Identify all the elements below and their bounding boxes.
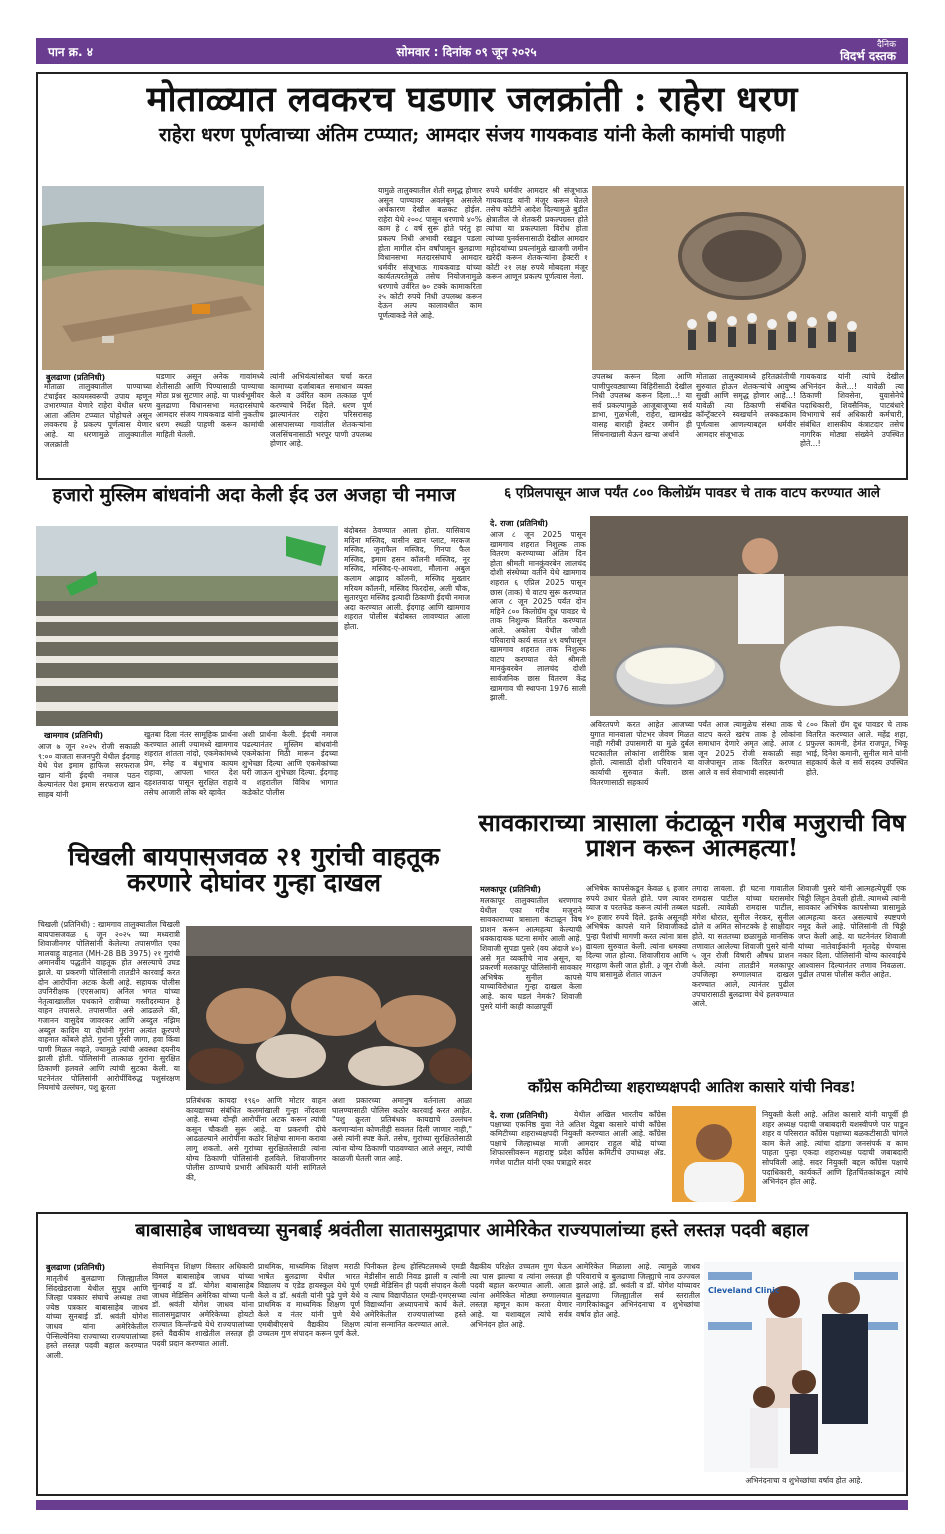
article-byline: खामगाव (प्रतिनिधी): [44, 731, 104, 740]
article-subhead: राहेरा धरण पूर्णत्वाच्या अंतिम टप्प्यात; आमदार संजय गायकवाड यांनी केली कामांची पाहणी: [159, 124, 785, 146]
article-headline: ६ एप्रिलपासून आज पर्यंत ८०० किलोग्रॅम पावडर चे ताक वाटप करण्यात आले: [504, 485, 880, 501]
article-congress: [476, 1080, 908, 1204]
article-column-2: नियुक्ती केली आहे. अतिश कासारे यांनी यापूर्वी ही शहर अध्यक्ष पदाची जबाबदारी यशस्वीपणे पार पाडून शहर व परिसरात काँग्रेस पक्षाच्या बळकटीसाठी चांगले काम केले आहे. त्यांचा दांडगा जनसंपर्क व काम पाहता पुन्हा एकदा शहराध्यक्ष पदाची जबाबदारी सोपविली आहे. सदर नियुक्ती बद्दल काँग्रेस पक्षाचे पदाधिकारी, कार्यकर्ते आणि हितचिंतकांकडून त्यांचे अभिनंदन होत आहे.: [762, 1110, 908, 1187]
article-column-1: आज ७ जून २०२५ रोजी सकाळी ९:०० वाजता सजनपुरी येथील ईदगाह येथे पेश इमाम हाफिज सरफराज खान यांनी ईदची नमाज पठन केल्यानंतर पेश इमाम सरफराज खान साहब यांनी: [38, 742, 140, 799]
article-column-3: त्यांनी अभियंत्यांसोबत चर्चा करत कामाच्या दर्जाबाबत समाधान व्यक्त केले व उर्वरित काम तत्काळ पूर्ण करण्याचे निर्देश दिले. धरण पूर्ण झाल्यानंतर राहेरा परिसरासह आसपासच्या गावांतील शेतकऱ्यांना जलसिंचनासाठी भरपूर पाणी उपलब्ध होणार आहे.: [270, 372, 372, 449]
article-column-6: आमेरिकेत मिळाला आहे. त्यामुळे जाधव परिवाराचे व बुलढाणा जिल्ह्याचे नाव उज्ज्वल झाले आहे. डॉ. श्रवंती व डॉ. योगेश यांच्यावर बुलढाणा जिल्ह्यातील सर्व स्तरातील नागरिकांकडून अभिनंदनाचा व शुभेच्छांचा वर्षाव होत आहे.: [576, 1262, 700, 1319]
article-column-3: अशा प्रकारच्या अमानुष वर्तनाला आळा घालण्यासाठी पोलिस कठोर कारवाई करत आहेत. "पशु क्रूरता प्रतिबंधक कायद्याचे उल्लंघन करणाऱ्यांना कोणतीही सवलत दिली जाणार नाही," असे त्यांनी स्पष्ट केले. तसेच, गुरांच्या सुरक्षिततेसाठी त्यांना योग्य ठिकाणी पाठवण्यात आले असून, त्यांची काळजी घेतली जात आहे.: [332, 1096, 472, 1163]
article-moneylender: [476, 808, 908, 1078]
article-column-8: गायकवाड यांनी त्यांचे देखील अभिनंदन केले...! यावेळी त्या ठिकाणी शिवसेना, युवासेनेचे पदाधिकारी, शिवसैनिक, पाटबंधारे विभागाचे सर्व अधिकारी कर्मचारी, संबंधित शासकीय कंत्राटदार तसेच नागरिक मोठ्या संख्येने उपस्थित होते...!: [800, 372, 904, 449]
article-column-6: उपलब्ध करून दिला आणि पाणीपुरवठ्याच्या विहिरीसाठी देखील निधी उपलब्ध करून दिला...! या सर्व प्रकल्पामुळे आजूबाजूच्या सर्व डाभा, गुळभेली, राहेरा, खामखेड वासह बाराही हेक्टर जमीन ही सिंचनाखाली येऊन खऱ्या अर्थाने: [592, 372, 692, 439]
article-eid-prayer: [36, 484, 472, 824]
article-headline: चिखली बायपासजवळ २१ गुरांची वाहतूक करणारे दोघांवर गुन्हा दाखल: [68, 842, 440, 898]
article-column-2: खुतबा दिला नंतर सामूहिक प्रार्थना करण्यात आली ज्यामध्ये खामगाव शहरात शांतता नांदो, एकमेकांमध्ये प्रेम, स्नेह व बंधुभाव कायम राहावा, आपला भारत देश दहशतवादा पासून सुरक्षित राहावे तसेच आजारी लोक बरे व्हावेत: [144, 730, 238, 797]
family-photo: [704, 1262, 904, 1472]
article-column-intro: आज ८ जून 2025 पासून खामगाव शहरात निशुल्क ताक वितरण करण्याच्या अंतिम दिन होता श्रीमती मानकुंवरबेन लालचंद दोशी संस्थेच्या वतीने येथे खामगाव शहरात ६ एप्रिल 2025 पासून छास (ताक) चे वाटप सुरू करण्यात आज ८ जून 2025 पर्यंत दोन महिने ८०० किलोग्रॅम दूध पावडर चे ताक निशुल्क वितरित करण्यात आले. अकोला येथील जोशी परिवाराचे कार्य सतत ४९ वर्षांपासून खामगाव शहरात ताक निशुल्क वाटप करण्यात येते श्रीमती मानकुंवरबेन लालचंद दोशी सार्वजनिक छास वितरण केंद्र खामगाव ची स्थापना 1976 साली झाली.: [490, 530, 586, 703]
buttermilk-photo: [590, 516, 908, 716]
article-headline: बाबासाहेब जाधवच्या सुनबाई श्रवंतीला सातासमुद्रापार आमेरिकेत राज्यपालांच्या हस्ते लस्तज्ञ पदवी बहाल: [135, 1220, 809, 1241]
page-number: पान क्र. ४: [48, 44, 93, 59]
page-footer-bar: [36, 1500, 908, 1510]
article-column-5: वैद्यकीय परिक्षेत उच्चतम गुण घेऊन त्या पास झाल्या व त्यांना लस्तज्ञ ही पदवी बहाल करण्यात आली. आता त्यांना अमेरिकेत मोठ्या रुग्णालयात लस्तज्ञ म्हणून काम करता येणार आहे. या यशाबद्दल त्यांचे सर्वत्र अभिनंदन होत आहे.: [470, 1262, 572, 1329]
article-byline: दे. राजा (प्रतिनिधी): [490, 1111, 549, 1120]
article-column-1: मातृतीर्थ बुलढाणा जिल्ह्यातील सिंदखेडराजा येथील सुपुत्र आणि जिल्हा पत्रकार संघाचे अध्यक्ष तथा ज्येष्ठ पत्रकार बाबासाहेब जाधव यांच्या सुनबाई डॉ. श्रवंती योगेश जाधव यांना अमेरिकेतील पेन्सिल्वेनिया राज्याच्या राज्यपालांच्या हस्ते लस्तज्ञ पदवी बहाल करण्यात आली.: [46, 1274, 148, 1360]
article-raheri-dam: [36, 72, 908, 480]
article-headline: मोताळ्यात लवकरच घडणार जलक्रांती : राहेरा धरण: [146, 79, 798, 120]
masthead: [840, 40, 896, 62]
article-byline: मलकापूर (प्रतिनिधी): [480, 885, 542, 894]
article-column-2: घडणार असून अनेक गावांमध्ये शेतीसाठी आणि पिण्यासाठी पाण्याचा मोठा प्रश्न सुटणार आहे. या पार्श्वभूमीवर बुलढाणा विधानसभा मतदारसंघाचे आमदार संजय गायकवाड यांनी नुकतीच धरण स्थळी पाहणी करून कामांची माहिती घेतली.: [156, 372, 264, 439]
article-column-4: बंदोबस्त ठेवण्यात आला होता. यासिवाय मदिना मस्जिद, यासीन खान प्लाट, मरकज मस्जिद, जुनाफैल मस्जिद, गिनपा फैल मस्जिद, इमाम हसन कॉलनी मस्जिद, नूर मस्जिद, मस्जिद-ए-आयशा, मौलाना अबुल कलाम आझाद कॉलनी, मस्जिद मुख्तार मरियम कॉलनी, मस्जिद फिरदोस, अली चौक, सुतारपुरा मस्जिद इत्यादी ठिकाणी ईदची नमाज अदा करण्यात आली. ईदगाह आणि खामगाव शहरात पोलीस बंदोबस्त लावण्यात आला होता.: [344, 526, 470, 631]
masthead-name: विदर्भ दस्तक: [840, 49, 896, 63]
article-column-4: पिनीकल हेल्थ होस्पिटलमध्ये एमडी मेडीसीन साठी निवड झाली व त्यांनी एमडी मेडिसिन ही पदवी संपादन केली व त्याच विद्यापीठात एमडी-एमएसच्या विद्यार्थ्यांना अध्यापनाचे कार्य केले. अमेरिकेतील राज्यपालांच्या हस्ते त्यांना सन्मानित करण्यात आले.: [364, 1262, 466, 1329]
cattle-photo: [186, 926, 472, 1090]
issue-date: सोमवार : दिनांक ०९ जून २०२५: [396, 44, 537, 59]
article-buttermilk: [476, 484, 908, 804]
article-byline: दे. राजा (प्रतिनिधी): [490, 519, 549, 528]
article-column-5: रुपये धर्मवीर आमदार श्री संजूभाऊ गायकवाड यांनी मंजूर करून घेतले तसेच कोटीने आदेश दिल्यामुळे बुडीत क्षेत्रातील जे शेतकरी प्रकल्पग्रस्त होते त्यांचा या प्रकल्पाला विरोध होता त्यांच्या पुनर्वसनासाठी देखील आमदार महोदयांच्या प्रयत्नांमुळे खाजगी जमीन खरेदी करून शेतकऱ्यांना हेक्टरी १ कोटी २१ लक्ष रुपये मोबदला मंजूर करून आणून प्रकल्प पूर्णत्वास नेला.: [486, 186, 588, 282]
article-byline: बुलढाणा (प्रतिनिधी): [46, 1263, 106, 1272]
masthead-small: दैनिक: [876, 40, 896, 50]
article-column-3: तगादा लावला. ही घटना गावातील रामदास पाटील यांच्या घरासमोर घडली. त्यावेळी रामदास पाटील, मंगेश धोरात, सुनील नेरकर, सुनील ढोले व अमित सोनटक्के हे साक्षीदार होते. या सततच्या छळामुळे मानसिक तणावात आलेल्या शिवाजी पुसरे यांनी ५ जून रोजी विषारी औषध प्राशन केले. त्यांना तातडीने मलकापूर उपजिल्हा रुग्णालयात दाखल करण्यात आले, त्यानंतर पुढील उपचारासाठी बुलढाणा येथे हलवण्यात आले.: [692, 884, 794, 1009]
article-column-2: अभिषेक कापसेकडून केवळ ६ हजार रुपये उधार घेतले होते. पण त्यावर व्याज व परतफेड करून त्यांनी तब्बल ४० हजार रुपये दिले. इतके असूनही अभिषेक कापसे याने शिवाजीकडे पुन्हा पैशांची मागणी करत त्यांना त्रास द्यायला सुरुवात केली. त्यांना धमक्या दिल्या जात होत्या. शिवाजीराव आणि मारहाण केली जात होती. ३ जून रोजी याच त्रासामुळे शेतात जाऊन: [586, 884, 688, 980]
page-header: [36, 38, 908, 64]
article-column-4: यामुळे तालुक्यातील शेती समृद्ध होणार असून पाण्यावर अवलंबून असलेले अर्थकारण देखील बळकट होईल. राहेरा येथे २००८ पासून धरणाचे ४०% काम हे ८ वर्ष सुरू होते परंतु हा प्रकल्प निधी अभावी रखडून पडला होता मागील दोन वर्षांपासून बुलढाणा विधानसभा मतदारसंघाचे आमदार धर्मवीर संजूभाऊ गायकवाड यांच्या कार्यतत्परतेमुळे तसेच नियोजनामुळे धरणाचे उर्वरित ७० टक्के कामाकरिता २५ कोटी रुपये निधी उपलब्ध करून देऊन अल्प कालावधीत काम पूर्णत्वाकडे नेले आहे.: [378, 186, 482, 320]
article-cattle-transport: [36, 840, 472, 1200]
article-column-3: ८०० किलो ग्रॅम दूध पावडर चे ताक वितरित करण्यात आले. महेंद्र शहा, प्रफुल्ल कामनी, हेमंत राजपूत, भिकू भाई, दिनेश कमानी, सुनील माने यांनी सहकार्य केले व सर्व सदस्य उपस्थित होते.: [806, 720, 908, 777]
article-doctor-degree: [36, 1212, 908, 1496]
article-column-1: मोताळा तालुक्यातील पाण्याच्या टंचाईवर कायमस्वरूपी उपाय म्हणून उभारण्यात येणारे राहेरा येथील धरण आता अंतिम टप्प्यात पोहोचले असून लवकरच हे प्रकल्प पूर्णत्वास येणार आहे. या धरणामुळे तालुक्यातील जलक्रांती: [44, 382, 152, 449]
article-column-3: प्राथमिक, माध्यमिक शिक्षण मराठी भाषेत बुलढाणा येथील भारत विद्यालय व एडेड हायस्कूल येथे पूर्ण केले व डॉ. श्रवंती यांनी पुढे पुणे येथे प्राथमिक व माध्यमिक शिक्षण पूर्ण केले व नंतर यांनी पुणे येथे एमबीबीएसचे वैद्यकीय शिक्षण उच्चतम गुण संपादन करून पूर्ण केले.: [258, 1262, 360, 1339]
article-column-1: येथील अखिल भारतीय काँग्रेस पक्षाच्या एकनिष्ठ युवा नेते अतिश येडूबा कासारे यांची काँग्रेस कमिटीच्या शहराध्यक्षपदी नियुक्ती करण्यात आली आहे. काँग्रेस पक्षाचे जिल्हाध्यक्ष माजी आमदार राहुल बोंद्रे यांच्या शिफारसीवरून महाराष्ट्र प्रदेश काँग्रेस कमिटीचे उपाध्यक्ष ॲड. गणेश पाटील यांनी एका पत्राद्वारे सदर: [490, 1110, 666, 1167]
article-column-1: अविरतपणे करत आहेत आजच्या युगात मानवाला पोटभर जेवण मिळत नाही गरीबी उपासमारी या मुळे दुर्बल घटकातील लोकांना शारीरिक त्रास होतो. त्यासाठी दोशी परिवाराने या कार्याची सुरुवात केली. छास वितरणासाठी सहकार्य: [590, 720, 694, 787]
article-column-2: सेवानिवृत्त शिक्षण विस्तार अधिकारी विमल बाबासाहेब जाधव यांच्या सुनबाई व डॉ. योगेश बाबासाहेब जाधव मेडिसिन अमेरिका यांच्या पत्नी डॉ. श्रवंती योगेश जाधव यांना सातासमुद्रापार अमेरिकेच्या होयटो राज्यात किन्लॅन्डचे येथे राज्यपालांच्या हस्ते वैद्यकीय शाखेतील लस्तज्ञ ही पदवी प्रदान करण्यात आली.: [152, 1262, 254, 1348]
article-byline: बुलढाणा (प्रतिनिधी): [46, 373, 106, 382]
eid-crowd-photo: [36, 526, 338, 726]
article-headline: हजारो मुस्लिम बांधवांनी अदा केली ईद उल अजहा ची नमाज: [52, 485, 456, 506]
portrait-photo: [672, 1106, 756, 1202]
banner-text: Cleveland Clinic: [708, 1286, 780, 1295]
article-column-7: मोताळा तालुक्यामध्ये हरितक्रांतीची सुरुवात होऊन शेतकऱ्यांचे आयुष्य सुखी आणि समृद्ध होणार आहे...! यावेळी त्या ठिकाणी संबंधित कॉन्ट्रॅक्टरने स्वखर्चाने लक्कडकाम पूर्णत्वास आणल्याबद्दल धर्मवीर आमदार संजूभाऊ: [696, 372, 796, 439]
article-column-1: चिखली (प्रतिनिधी) : खामगाव तालुक्यातील चिखली बायपासजवळ ६ जून २०२५ च्या मध्यरात्री शिवाजीनगर पोलिसांनी केलेल्या तपासणीत एका मालवाहू वाहनात (MH-28 BB 3975) २१ गुरांची अमानवीय पद्धतीने वाहतूक होत असल्याचे उघड झाले. या प्रकरणी पोलिसांनी तातडीने कारवाई करत दोन आरोपींना अटक केली आहे. सहायक पोलीस उपनिरीक्षक (एएसआय) अनिल भगत यांच्या नेतृत्वाखालील पथकाने रात्रीच्या गस्तीदरम्यान हे वाहन तपासले. तपासणीत असे आढळले की, गजानन वासुदेव जावरकर आणि अब्दुल नझिम अब्दुल कादिम या दोघांनी गुरांना अत्यंत क्रूरपणे वाहनात कोंबले होते. गुरांना पुरेसी जागा, हवा किंवा पाणी मिळत नव्हते, ज्यामुळे त्यांची अवस्था दयनीय झाली होती. पोलिसांनी तात्काळ गुरांना सुरक्षित ठिकाणी हलवले आणि त्यांची सुटका केली. या घटनेनंतर पोलिसांनी आरोपींविरुद्ध पशुसंरक्षण नियमांचे उल्लंघन, पशु क्रूरता: [38, 920, 180, 1093]
dam-well-photo: [592, 186, 904, 370]
article-headline: काँग्रेस कमिटीच्या शहराध्यक्षपदी आतिश कासारे यांची निवड!: [527, 1078, 857, 1096]
article-headline: सावकाराच्या त्रासाला कंटाळून गरीब मजुराची विष प्राशन करून आत्महत्या!: [478, 808, 906, 863]
article-column-2: प्रतिबंधक कायदा १९६० आणि मोटार वाहन कायद्याच्या संबंधित कलमांखाली गुन्हा नोंदवला आहे. सध्या दोन्ही आरोपींना अटक करून त्यांची कसून चौकशी सुरू आहे. या प्रकरणी दोघे आढळल्याने आरोपींना कठोर शिक्षेचा सामना करावा लागू शकतो. असे गुरांच्या सुरक्षिततेसाठी त्यांना योग्य ठिकाणी पोलिसांनी हलविले. शिवाजीनगर पोलीस ठाण्याचे प्रभारी अधिकारी यांनी सांगितले की,: [186, 1096, 326, 1182]
dam-site-photo: [42, 186, 264, 370]
article-column-1: मलकापूर तालुक्यातील धरणगाव येथील एका गरीब मजुराने सावकाराच्या त्रासाला कंटाळून विष प्राशन करून आत्महत्या केल्याची धक्कादायक घटना समोर आली आहे. शिवाजी सुपडा पुसरे (वय अंदाजे ४०) असे मृत व्यक्तीचे नाव असून, या प्रकरणी मलकापूर पोलिसांनी सावकार अभिषेक सुनील कापसे याच्याविरोधात गुन्हा दाखल केला आहे. काय घडलं नेमकं? शिवाजी पुसरे यांनी काही काळापूर्वी: [480, 896, 582, 1011]
photo-caption: अभिनंदनाचा व शुभेच्छांचा वर्षाव होत आहे.: [745, 1476, 863, 1485]
article-column-4: शिवाजी पुसरे यांनी आत्महत्येपूर्वी एक चिठ्ठी लिहून ठेवली होती. त्यामध्ये त्यांनी सावकार अभिषेक कापसेच्या त्रासामुळे आत्महत्या करत असल्याचे स्पष्टपणे नमूद केले आहे. पोलिसांनी ती चिठ्ठी जप्त केली आहे. या घटनेनंतर शिवाजी यांच्या नातेवाईकांनी मृतदेह घेण्यास नकार दिला. पोलिसांनी योग्य कारवाईचे आश्वासन दिल्यानंतर तणाव निवळला. पुढील तपास पोलीस करीत आहेत.: [798, 884, 906, 980]
article-column-3: अशी प्रार्थना केली. ईदची नमाज पढल्यानंतर मुस्लिम बांधवांनी एकमेकांना मिठी मारून ईदच्या शुभेच्छा दिल्या आणि एकमेकांच्या घरी जाऊन शुभेच्छा दिल्या. ईदगाह व शहरातील विविध भागात कडेकोट पोलीस: [242, 730, 338, 797]
article-column-2: पर्यंत आज त्यामुळेच संस्था ताक चे वाटप करते खरंच ताक हे लोकांना समाधान देणारे अमृत आहे. आज ८ जून 2025 रोजी सकाळी सहा वाजेपासून ताक वितरित करण्यात आले व सर्व सेवाभावी सदस्यांनी: [698, 720, 802, 777]
